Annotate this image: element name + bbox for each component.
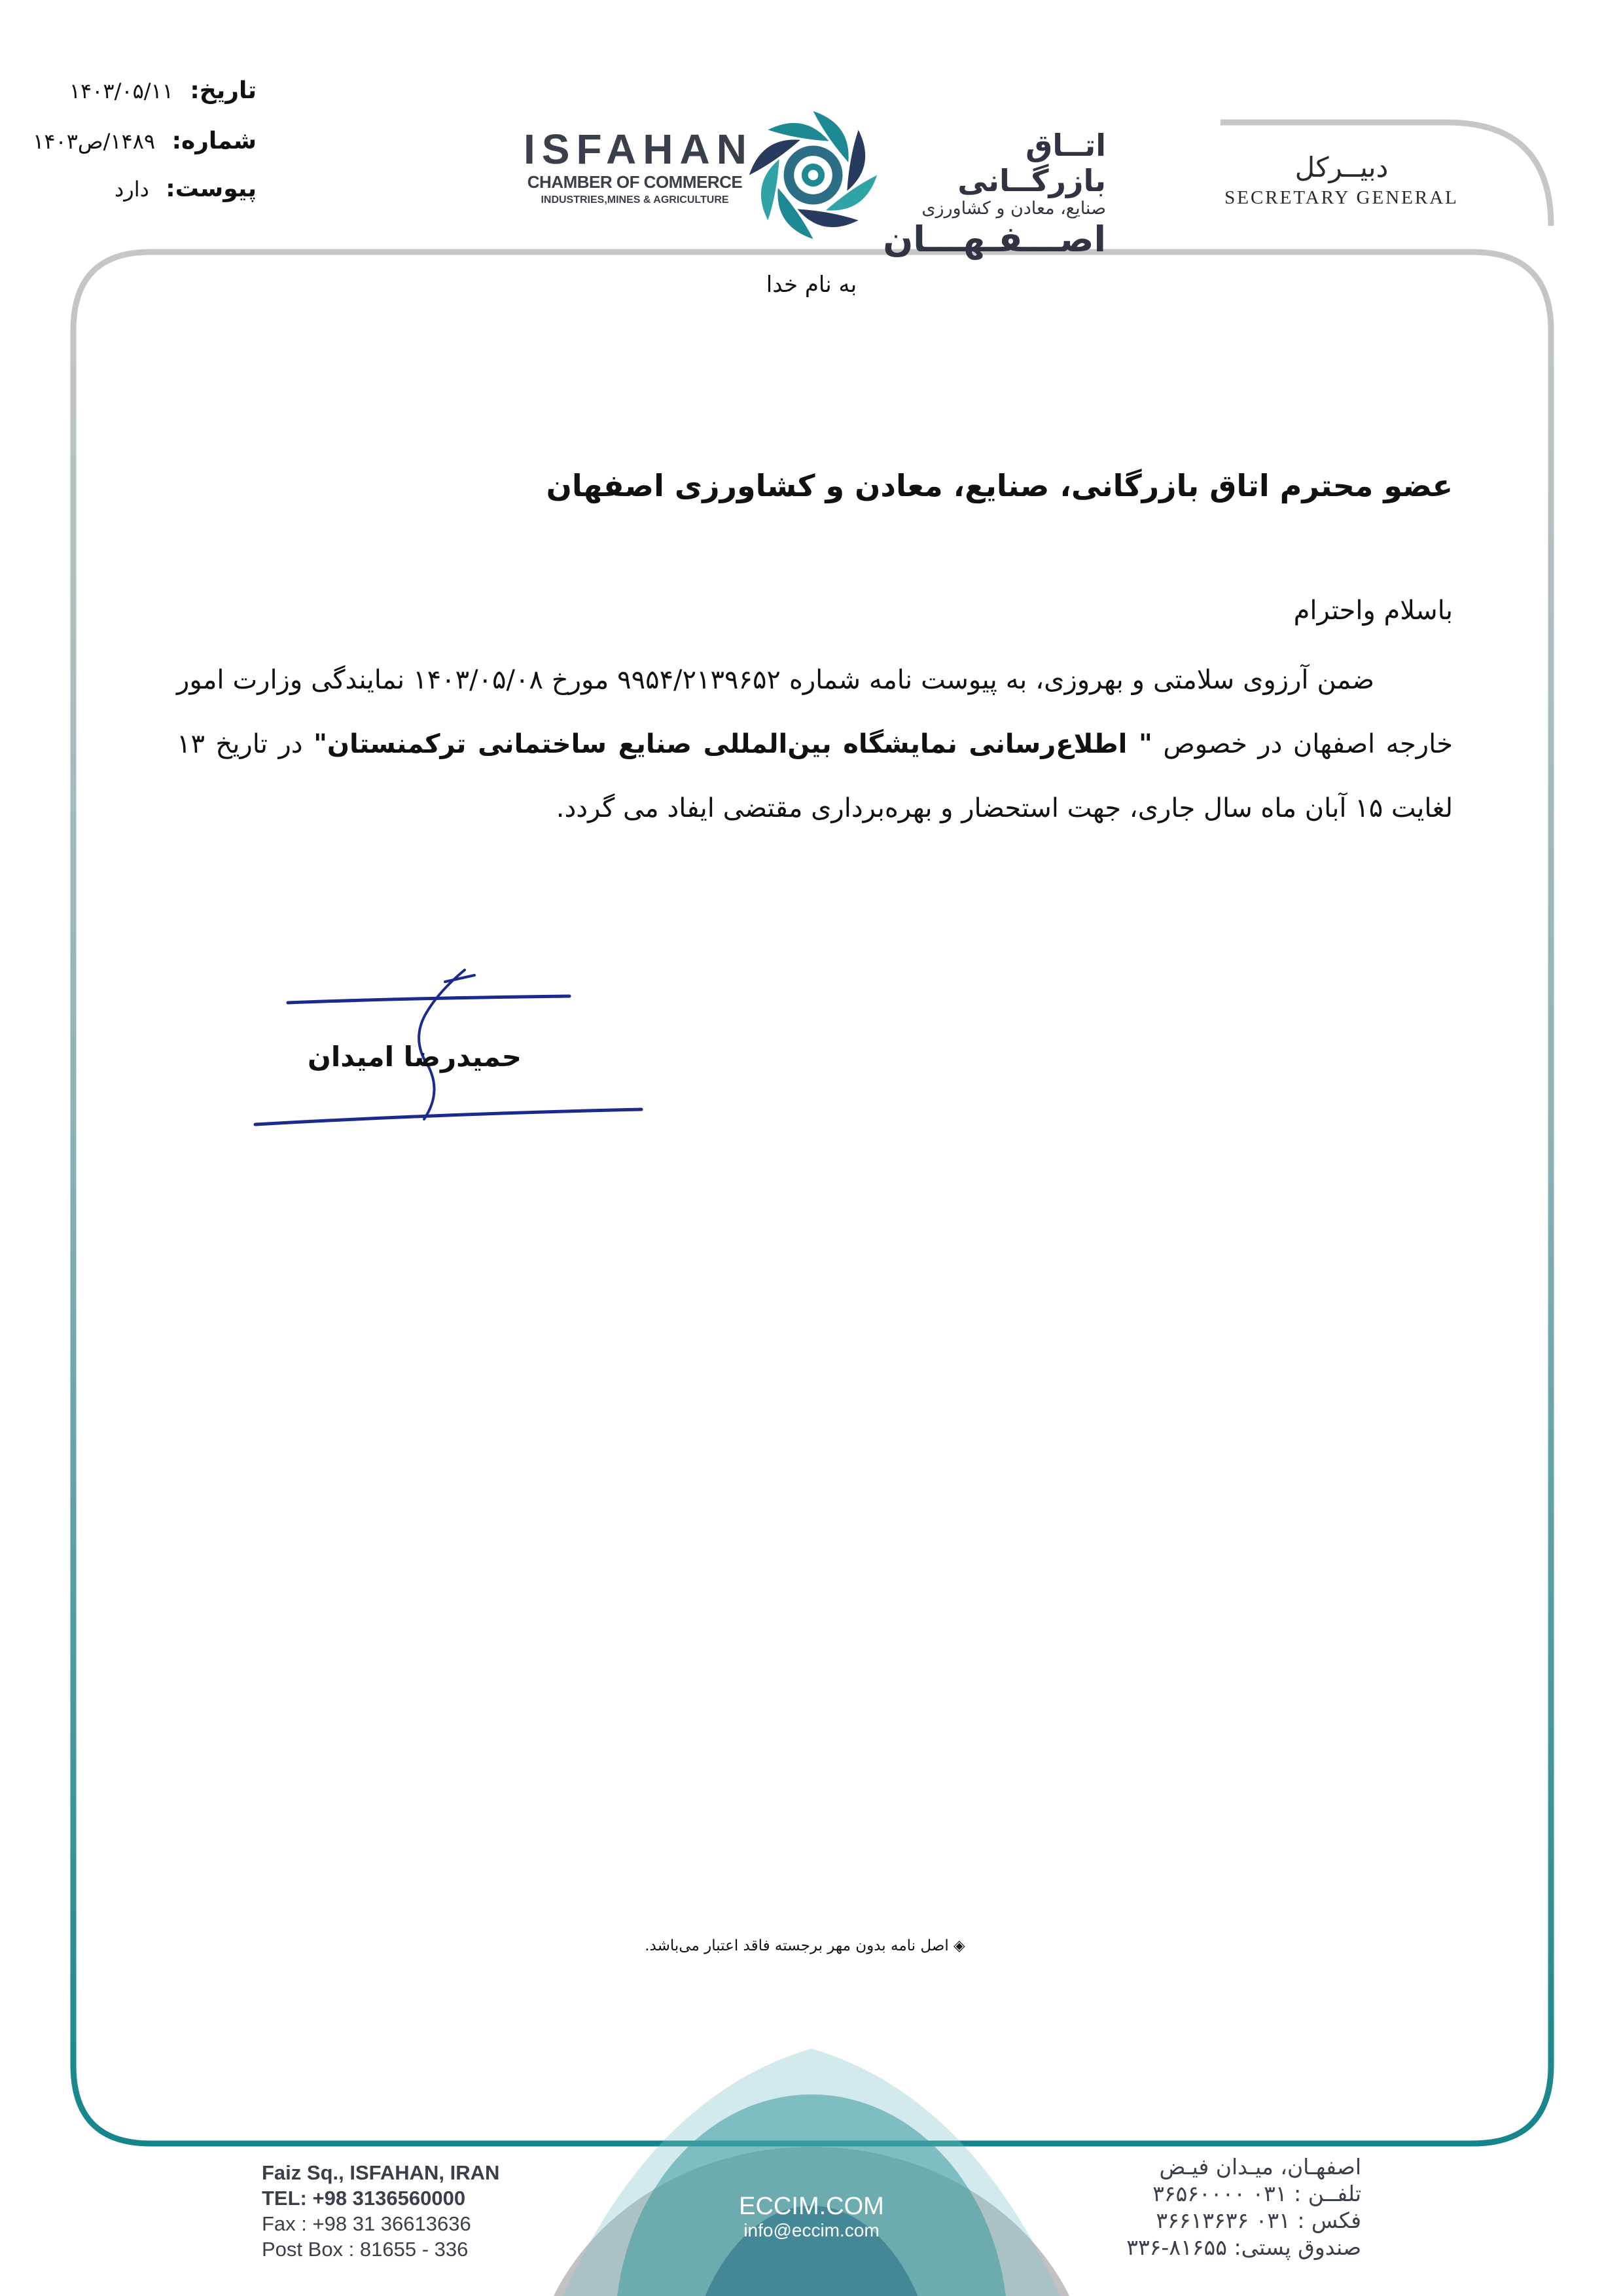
footer-fax-en: Fax : +98 31 36613636 xyxy=(262,2212,471,2235)
attachment-label: پیوست: xyxy=(166,175,257,202)
footer-tel-fa: تلفــن : ۰۳۱ ۳۶۵۶۰۰۰۰ xyxy=(1152,2181,1361,2206)
brand-fa-city: اصـــفـهـــان xyxy=(883,219,1106,260)
meta-date xyxy=(69,77,257,104)
date-label: تاریخ: xyxy=(190,77,257,104)
footer-pobox-en: Post Box : 81655 - 336 xyxy=(262,2238,469,2261)
brand-en-sectors: INDUSTRIES,MINES & AGRICULTURE xyxy=(541,194,729,206)
secretary-fa: دبیــرکل xyxy=(1294,151,1389,183)
frame-border xyxy=(73,252,1551,2144)
number-value: ۱۴۸۹/ص۱۴۰۳ xyxy=(33,129,156,154)
date-value: ۱۴۰۳/۰۵/۱۱ xyxy=(69,79,173,103)
footer-email: info@eccim.com xyxy=(743,2220,880,2240)
isfahan-chamber-logo-icon xyxy=(743,105,883,245)
footer-fax-fa: فکس : ۰۳۱ ۳۶۶۱۳۶۳۶ xyxy=(1156,2208,1361,2233)
meta-number xyxy=(33,128,257,154)
secretary-general xyxy=(1217,151,1466,211)
body-paragraph xyxy=(177,648,1453,840)
footer-address-fa: اصفهـان، میـدان فیـض xyxy=(1159,2154,1361,2179)
brand-fa-sectors: صنایع، معادن و کشاورزی xyxy=(921,198,1106,219)
signer-name: حمیدرضا امیدان xyxy=(308,1041,522,1073)
footer-contact-english xyxy=(262,2160,499,2262)
meta-attachment xyxy=(115,175,257,202)
brand-persian xyxy=(883,128,1106,260)
attachment-value: دارد xyxy=(115,177,149,202)
disclaimer xyxy=(628,1937,982,1954)
brand-en-subtitle: CHAMBER OF COMMERCE xyxy=(527,172,743,192)
disclaimer-text: اصل نامه بدون مهر برجسته فاقد اعتبار می‌باشد. xyxy=(645,1937,949,1954)
footer-address-en: Faiz Sq., ISFAHAN, IRAN xyxy=(262,2161,500,2184)
brand-fa-title: اتــاق بازرگــانی xyxy=(957,128,1106,198)
body-highlight: " اطلاع‌رسانی نمایشگاه بین‌المللی صنایع ساختمانی ترکمنستان" xyxy=(313,729,1152,759)
footer-pobox-fa: صندوق پستی: ۸۱۶۵۵-۳۳۶ xyxy=(1126,2234,1361,2260)
brand-english xyxy=(524,126,753,207)
footer-ornament xyxy=(530,2049,1093,2296)
diamond-icon: ◈ xyxy=(954,1937,965,1954)
body-part-1: ضمن آرزوی سلامتی و بهروزی، به پیوست نامه شماره ۹۹۵۴/۲۱۳۹۶۵۲ مورخ ۱۴۰۳/۰۵/۰۸ نمایندگی وزارت امور خارجه اصفهان در خصوص xyxy=(177,665,1454,759)
letter-body xyxy=(177,648,1453,840)
footer-web xyxy=(713,2193,910,2241)
basmala: به نام خدا xyxy=(766,272,857,298)
footer-contact-persian xyxy=(1126,2153,1361,2261)
footer-website: ECCIM.COM xyxy=(739,2193,884,2220)
recipient-line: عضو محترم اتاق بازرگانی، صنایع، معادن و کشاورزی اصفهان xyxy=(546,468,1453,503)
greeting: باسلام واحترام xyxy=(1293,596,1453,626)
brand-en-title: ISFAHAN xyxy=(524,126,753,173)
footer-tel-en: TEL: +98 3136560000 xyxy=(262,2187,466,2210)
number-label: شماره: xyxy=(171,128,257,154)
secretary-en: SECRETARY GENERAL xyxy=(1224,187,1459,208)
body-part-2: در تاریخ ۱۳ لغایت ۱۵ آبان ماه سال جاری، جهت استحضار و بهره‌برداری مقتضی ایفاد می گردد. xyxy=(177,729,1453,823)
